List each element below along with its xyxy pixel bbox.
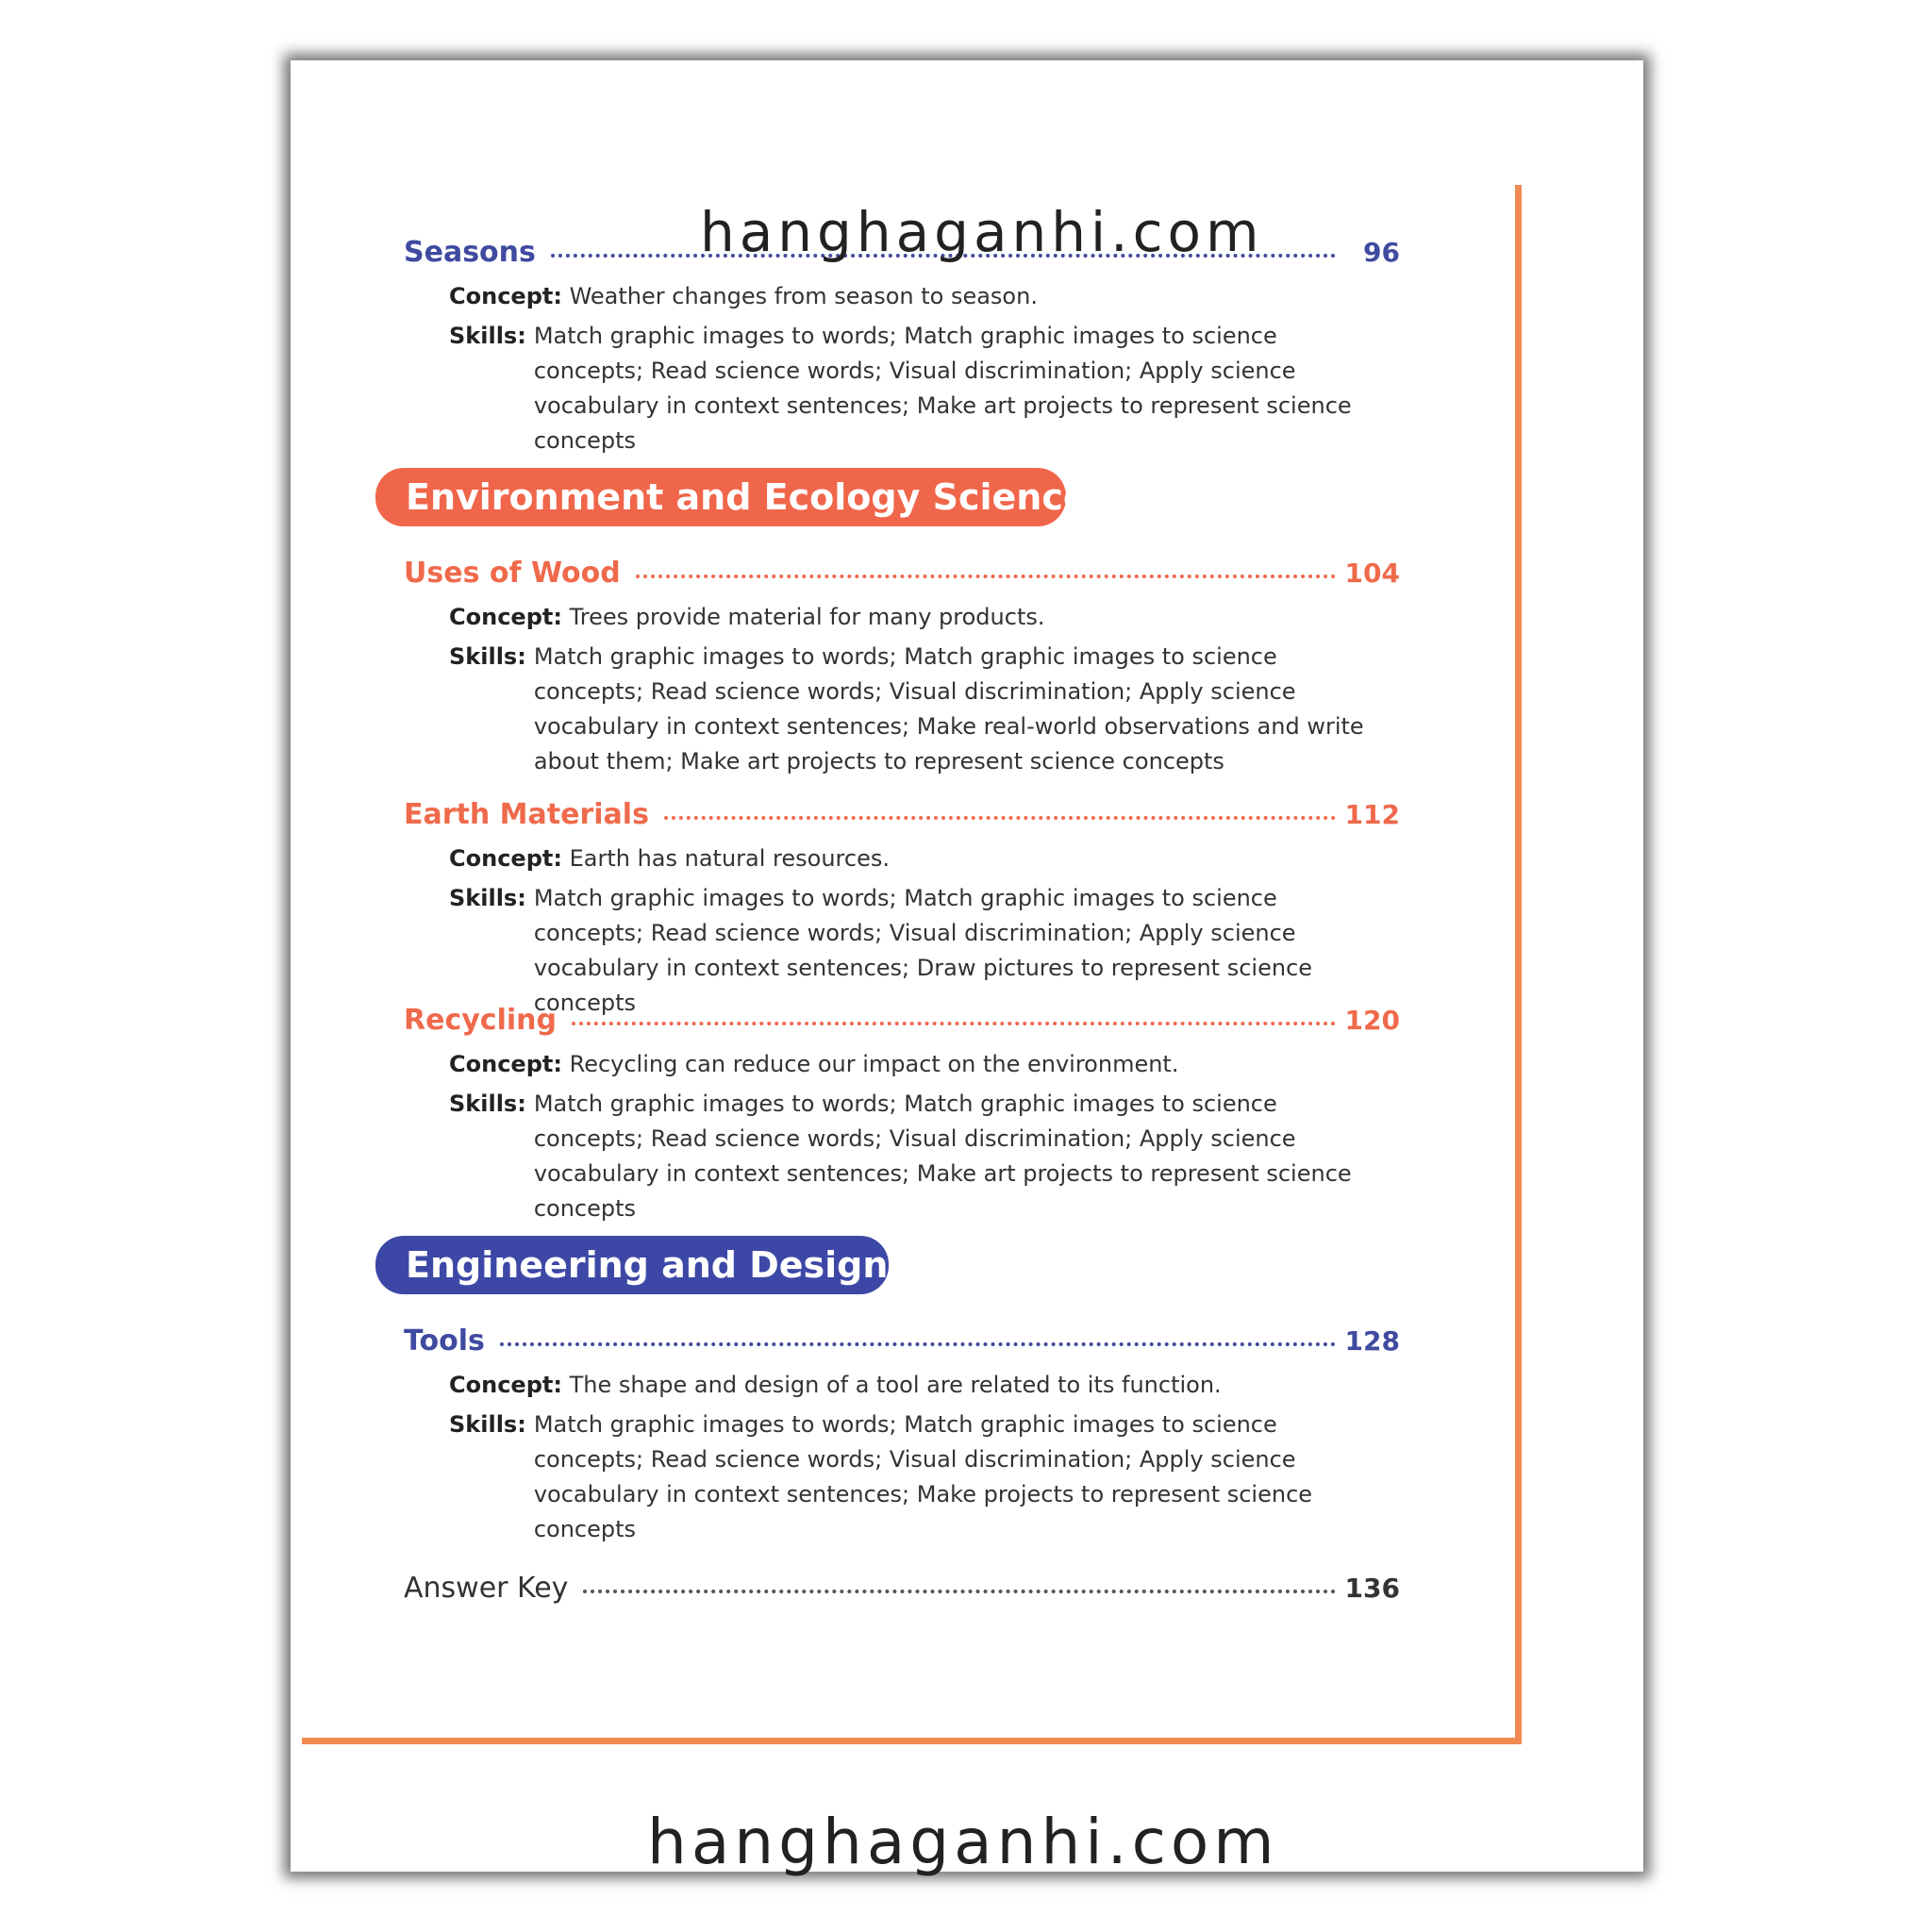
skills-label: Skills: <box>449 1091 526 1117</box>
concept-text: The shape and design of a tool are related to its function. <box>569 1372 1222 1398</box>
skills-label: Skills: <box>449 643 526 670</box>
concept-text: Trees provide material for many products. <box>569 604 1045 630</box>
section-title: Engineering and Design <box>406 1244 889 1286</box>
page-border-right <box>1515 185 1522 1741</box>
skills-block <box>449 640 1392 779</box>
concept-line <box>449 279 1392 314</box>
entry-page-number: 96 <box>1363 237 1400 268</box>
skills-text: Match graphic images to words; Match graphic images to science concepts; Read science words; Visual discrimination; Apply science vocabulary in context sentences; Draw pictures to represent science concepts <box>533 885 1313 1016</box>
page-border-bottom <box>302 1738 1522 1744</box>
watermark-top: hanghaganhi.com <box>700 200 1264 264</box>
concept-line <box>449 841 1392 876</box>
watermark-bottom: hanghaganhi.com <box>647 1806 1279 1878</box>
entry-page-number: 120 <box>1344 1005 1400 1036</box>
toc-entry-earth-materials[interactable] <box>404 798 1400 831</box>
toc-entry-tools[interactable] <box>404 1324 1400 1357</box>
section-title: Environment and Ecology Science <box>406 476 1088 518</box>
toc-entry-recycling[interactable] <box>404 1004 1400 1037</box>
skills-label: Skills: <box>449 323 526 349</box>
section-banner-environment <box>375 468 1088 526</box>
toc-entry-uses-of-wood[interactable] <box>404 557 1400 590</box>
toc-entry-answer-key[interactable] <box>404 1572 1400 1605</box>
entry-title: Recycling <box>404 1004 557 1037</box>
entry-title: Answer Key <box>404 1572 569 1605</box>
section-banner-engineering <box>375 1236 889 1294</box>
concept-line <box>449 1047 1392 1082</box>
concept-label: Concept: <box>449 283 562 309</box>
concept-line <box>449 600 1392 635</box>
entry-title: Earth Materials <box>404 798 649 831</box>
skills-block <box>449 319 1392 458</box>
entry-title: Uses of Wood <box>404 557 621 590</box>
concept-label: Concept: <box>449 1372 562 1398</box>
entry-page-number: 136 <box>1344 1573 1400 1604</box>
skills-label: Skills: <box>449 1411 526 1438</box>
dot-leader <box>664 816 1336 820</box>
concept-line <box>449 1368 1392 1403</box>
entry-page-number: 112 <box>1344 799 1400 830</box>
concept-text: Recycling can reduce our impact on the environment. <box>569 1051 1179 1077</box>
skills-block <box>449 1087 1392 1226</box>
dot-leader <box>583 1590 1336 1593</box>
skills-text: Match graphic images to words; Match graphic images to science concepts; Read science words; Visual discrimination; Apply science vocabulary in context sentences; Make art projects to represent science concepts <box>533 1091 1352 1222</box>
skills-label: Skills: <box>449 885 526 911</box>
dot-leader <box>500 1342 1336 1346</box>
skills-text: Match graphic images to words; Match graphic images to science concepts; Read science words; Visual discrimination; Apply science vocabulary in context sentences; Make real-world observations and write about them; Make art projects to represent science concepts <box>533 643 1364 774</box>
skills-block <box>449 881 1392 1021</box>
entry-page-number: 104 <box>1344 558 1400 589</box>
concept-label: Concept: <box>449 604 562 630</box>
dot-leader <box>572 1022 1336 1025</box>
concept-text: Weather changes from season to season. <box>569 283 1038 309</box>
skills-block <box>449 1407 1392 1547</box>
entry-title: Seasons <box>404 236 536 269</box>
dot-leader <box>636 575 1336 578</box>
concept-label: Concept: <box>449 1051 562 1077</box>
skills-text: Match graphic images to words; Match graphic images to science concepts; Read science words; Visual discrimination; Apply science vocabulary in context sentences; Make projects to represent science concepts <box>533 1411 1313 1542</box>
entry-page-number: 128 <box>1344 1325 1400 1357</box>
concept-label: Concept: <box>449 845 562 872</box>
concept-text: Earth has natural resources. <box>569 845 890 872</box>
skills-text: Match graphic images to words; Match graphic images to science concepts; Read science words; Visual discrimination; Apply science vocabulary in context sentences; Make art projects to represent science concepts <box>533 323 1352 454</box>
entry-title: Tools <box>404 1324 485 1357</box>
